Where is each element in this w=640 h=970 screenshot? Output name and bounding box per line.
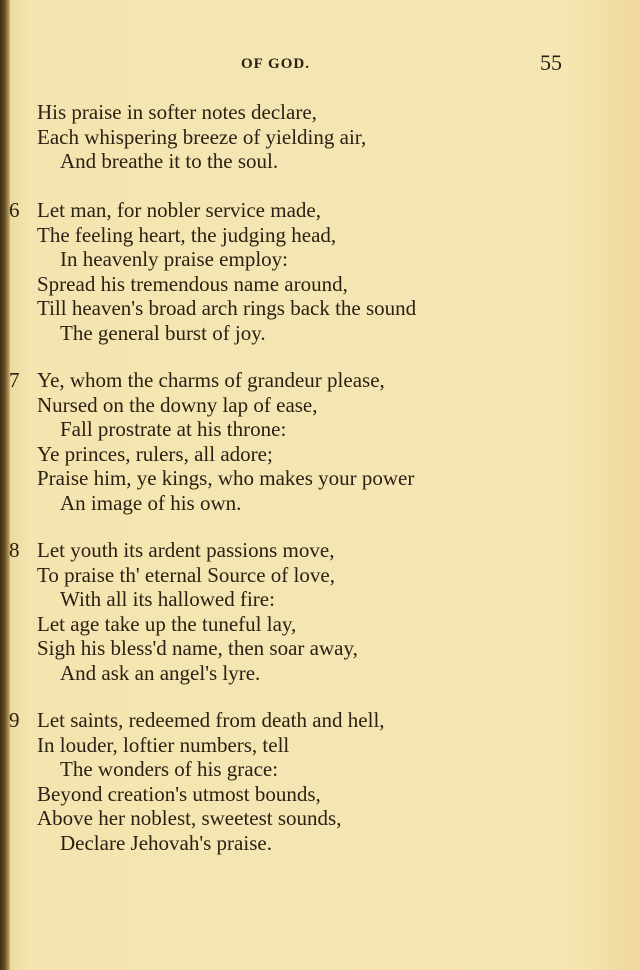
hymn-line: And ask an angel's lyre. (60, 660, 261, 685)
hymn-line: Nursed on the downy lap of ease, (37, 392, 318, 417)
stanza (0, 198, 620, 346)
hymn-line: Let age take up the tuneful lay, (37, 611, 297, 636)
stanza (0, 708, 620, 856)
hymn-line: 9 Let saints, redeemed from death and hell, (9, 708, 385, 732)
hymn-line: Fall prostrate at his throne: (60, 417, 287, 442)
hymn-line: Praise him, ye kings, who makes your power (37, 466, 415, 491)
hymn-line: With all its hallowed fire: (60, 587, 275, 612)
hymn-line: The general burst of joy. (60, 320, 266, 345)
hymn-line: Ye princes, rulers, all adore; (37, 441, 273, 466)
hymn-line: In heavenly praise employ: (60, 247, 289, 272)
hymn-line: Declare Jehovah's praise. (60, 830, 272, 855)
hymn-line: The feeling heart, the judging head, (37, 222, 337, 247)
hymn-line: An image of his own. (60, 490, 242, 515)
hymn-line: Each whispering breeze of yielding air, (37, 124, 367, 149)
stanza (0, 368, 620, 516)
verse-number: 6 (9, 198, 20, 222)
hymn-line: Sigh his bless'd name, then soar away, (37, 636, 358, 661)
hymn-line: And breathe it to the soul. (60, 149, 279, 174)
verse-number: 9 (9, 708, 20, 732)
page-number: 55 (540, 50, 562, 75)
hymn-line: To praise th' eternal Source of love, (37, 562, 335, 587)
verse-number: 8 (9, 538, 20, 562)
hymn-line: His praise in softer notes declare, (37, 100, 317, 124)
hymn-line: Spread his tremendous name around, (37, 271, 348, 296)
hymn-line: 6 Let man, for nobler service made, (9, 198, 321, 222)
hymn-line: The wonders of his grace: (60, 757, 279, 782)
stanza (0, 538, 620, 686)
hymn-line: Above her noblest, sweetest sounds, (37, 806, 342, 831)
hymn-line: Till heaven's broad arch rings back the sound (37, 296, 417, 321)
hymn-line: 7 Ye, whom the charms of grandeur please, (9, 368, 385, 392)
verse-number: 7 (9, 368, 20, 392)
stanza (0, 100, 620, 174)
hymn-line: Beyond creation's utmost bounds, (37, 781, 321, 806)
hymn-line: 8 Let youth its ardent passions move, (9, 538, 335, 562)
running-head: OF GOD. (241, 56, 310, 72)
hymn-line: In louder, loftier numbers, tell (37, 732, 290, 757)
